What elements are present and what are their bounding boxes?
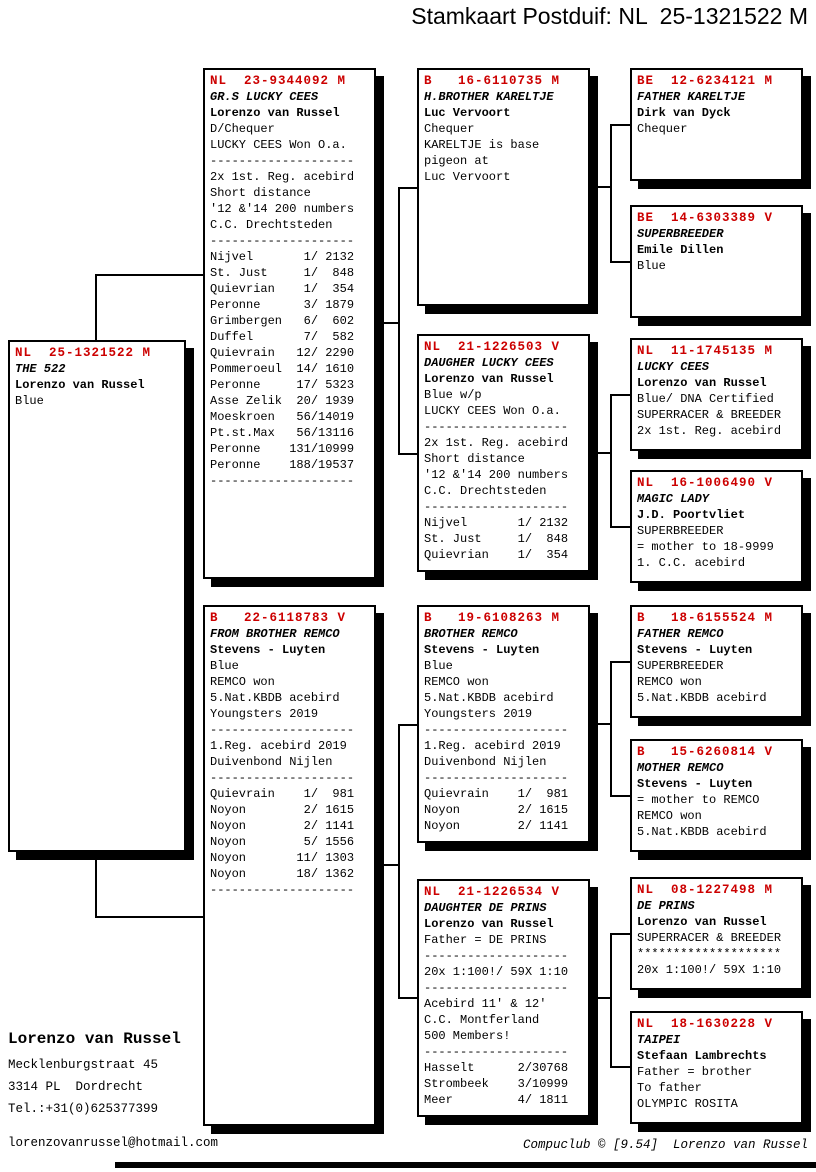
info-line: Duivenbond Nijlen (210, 755, 333, 769)
info-line: 5.Nat.KBDB acebird (637, 691, 767, 705)
info-line: Peronne 131/10999 (210, 442, 355, 456)
ring-number: B 19-6108263 M (424, 611, 561, 625)
info-line: 1. C.C. acebird (637, 556, 746, 570)
info-line: 1.Reg. acebird 2019 (210, 739, 347, 753)
info-line: C.C. Montferland (424, 1013, 540, 1027)
connector-line (610, 933, 630, 935)
info-line: Quievrain 1/ 981 (424, 787, 569, 801)
info-line: Peronne 188/19537 (210, 458, 355, 472)
info-line: Blue/ DNA Certified (637, 392, 774, 406)
separator-line: -------------------- (210, 883, 355, 897)
info-line: LUCKY CEES Won O.a. (210, 138, 347, 152)
info-line: Quievrain 12/ 2290 (210, 346, 355, 360)
connector-line (398, 724, 417, 726)
separator-line: -------------------- (424, 1045, 569, 1059)
ring-number: B 15-6260814 V (637, 745, 774, 759)
ring-number: BE 12-6234121 M (637, 74, 774, 88)
info-line: SUPERBREEDER (637, 659, 724, 673)
ring-number: BE 14-6303389 V (637, 211, 774, 225)
fancier-name: Luc Vervoort (424, 106, 511, 120)
nickname: TAIPEI (637, 1033, 681, 1047)
connector-line (590, 186, 610, 188)
info-line: Peronne 17/ 5323 (210, 378, 355, 392)
fancier-name: Emile Dillen (637, 243, 724, 257)
info-line: Duivenbond Nijlen (424, 755, 547, 769)
nickname: DAUGHTER DE PRINS (424, 901, 547, 915)
connector-line (95, 916, 205, 918)
nickname: SUPERBREEDER (637, 227, 724, 241)
separator-line: -------------------- (210, 771, 355, 785)
fancier-name: Lorenzo van Russel (637, 376, 767, 390)
fancier-name: Lorenzo van Russel (15, 378, 145, 392)
connector-line (95, 850, 97, 918)
info-line: Asse Zelik 20/ 1939 (210, 394, 355, 408)
info-line: SUPERBREEDER (637, 524, 724, 538)
info-line: Moeskroen 56/14019 (210, 410, 355, 424)
owner-city: 3314 PL Dordrecht (8, 1080, 144, 1094)
info-line: Short distance (210, 186, 311, 200)
info-line: 20x 1:100!/ 59X 1:10 (424, 965, 569, 979)
info-line: '12 &'14 200 numbers (210, 202, 355, 216)
info-line: Nijvel 1/ 2132 (210, 250, 355, 264)
pedigree-box-greatgrand-6 (630, 739, 803, 852)
info-line: To father (637, 1081, 702, 1095)
info-line: SUPERRACER & BREEDER (637, 931, 782, 945)
info-line: Duffel 7/ 582 (210, 330, 355, 344)
fancier-name: Lorenzo van Russel (637, 915, 767, 929)
pedigree-box-grandsire-paternal (417, 68, 590, 306)
info-line: = mother to REMCO (637, 793, 760, 807)
fancier-name: J.D. Poortvliet (637, 508, 746, 522)
info-line: Nijvel 1/ 2132 (424, 516, 569, 530)
info-line: Pommeroeul 14/ 1610 (210, 362, 355, 376)
info-line: REMCO won (637, 675, 702, 689)
ring-number: NL 23-9344092 M (210, 74, 347, 88)
pedigree-box-greatgrand-5 (630, 605, 803, 718)
info-line: Chequer (637, 122, 688, 136)
pedigree-box-greatgrand-4 (630, 470, 803, 583)
ring-number: NL 16-1006490 V (637, 476, 774, 490)
info-line: '12 &'14 200 numbers (424, 468, 569, 482)
info-line: Quievrian 1/ 354 (424, 548, 569, 562)
connector-line (398, 724, 400, 999)
info-line: 1.Reg. acebird 2019 (424, 739, 561, 753)
nickname: DAUGHER LUCKY CEES (424, 356, 554, 370)
nickname: FROM BROTHER REMCO (210, 627, 340, 641)
info-line: Blue (637, 259, 666, 273)
fancier-name: Stevens - Luyten (637, 777, 753, 791)
pedigree-box-subject (8, 340, 186, 852)
separator-line: -------------------- (210, 474, 355, 488)
nickname: MAGIC LADY (637, 492, 710, 506)
nickname: THE 522 (15, 362, 66, 376)
connector-line (610, 661, 612, 797)
info-line: SUPERRACER & BREEDER (637, 408, 782, 422)
info-line: Peronne 3/ 1879 (210, 298, 355, 312)
info-line: Blue w/p (424, 388, 482, 402)
connector-line (95, 274, 97, 340)
connector-line (398, 187, 400, 455)
fancier-name: Stefaan Lambrechts (637, 1049, 767, 1063)
info-line: Pt.st.Max 56/13116 (210, 426, 355, 440)
connector-line (398, 453, 417, 455)
info-line: Short distance (424, 452, 525, 466)
info-line: REMCO won (637, 809, 702, 823)
connector-line (590, 723, 610, 725)
info-line: Chequer (424, 122, 475, 136)
pedigree-box-greatgrand-3 (630, 338, 803, 451)
info-line: C.C. Drechtsteden (210, 218, 333, 232)
card-title: Stamkaart Postduif: NL 25-1321522 M (411, 3, 808, 29)
fancier-name: Stevens - Luyten (637, 643, 753, 657)
info-line: Noyon 5/ 1556 (210, 835, 355, 849)
nickname: H.BROTHER KARELTJE (424, 90, 554, 104)
nickname: FATHER REMCO (637, 627, 724, 641)
info-line: 5.Nat.KBDB acebird (210, 691, 340, 705)
page-bottom-rule (115, 1162, 816, 1168)
info-line: Noyon 18/ 1362 (210, 867, 355, 881)
connector-line (610, 394, 612, 528)
info-line: KARELTJE is base (424, 138, 540, 152)
info-line: Father = DE PRINS (424, 933, 547, 947)
connector-line (398, 187, 417, 189)
info-line: Quievrain 1/ 981 (210, 787, 355, 801)
info-line: Blue (15, 394, 44, 408)
info-line: 2x 1st. Reg. acebird (210, 170, 355, 184)
ring-number: B 22-6118783 V (210, 611, 347, 625)
info-line: 500 Members! (424, 1029, 511, 1043)
pedigree-box-greatgrand-1 (630, 68, 803, 181)
info-line: LUCKY CEES Won O.a. (424, 404, 561, 418)
info-line: Youngsters 2019 (210, 707, 319, 721)
fancier-name: Dirk van Dyck (637, 106, 731, 120)
info-line: REMCO won (424, 675, 489, 689)
separator-line: -------------------- (210, 154, 355, 168)
pedigree-box-sire (203, 68, 376, 579)
nickname: MOTHER REMCO (637, 761, 724, 775)
ring-number: NL 25-1321522 M (15, 346, 152, 360)
connector-line (610, 394, 630, 396)
info-line: 5.Nat.KBDB acebird (424, 691, 554, 705)
info-line: Blue (210, 659, 239, 673)
info-line: D/Chequer (210, 122, 275, 136)
pedigree-box-granddam-paternal (417, 334, 590, 572)
separator-line: -------------------- (210, 723, 355, 737)
nickname: BROTHER REMCO (424, 627, 518, 641)
connector-line (398, 997, 417, 999)
info-line: Hasselt 2/30768 (424, 1061, 569, 1075)
nickname: DE PRINS (637, 899, 695, 913)
connector-line (95, 274, 205, 276)
connector-line (610, 933, 612, 1068)
nickname: FATHER KARELTJE (637, 90, 746, 104)
pedigree-box-greatgrand-7 (630, 877, 803, 990)
info-line: Acebird 11' & 12' (424, 997, 547, 1011)
owner-street: Mecklenburgstraat 45 (8, 1058, 159, 1072)
connector-line (610, 261, 630, 263)
ring-number: NL 08-1227498 M (637, 883, 774, 897)
connector-line (590, 997, 610, 999)
info-line: 2x 1st. Reg. acebird (424, 436, 569, 450)
separator-line: -------------------- (424, 949, 569, 963)
fancier-name: Stevens - Luyten (210, 643, 326, 657)
info-line: St. Just 1/ 848 (424, 532, 569, 546)
pedigree-box-grandsire-maternal (417, 605, 590, 843)
info-line: REMCO won (210, 675, 275, 689)
info-line: 2x 1st. Reg. acebird (637, 424, 782, 438)
connector-line (610, 526, 630, 528)
info-line: Blue (424, 659, 453, 673)
info-line: Luc Vervoort (424, 170, 511, 184)
software-credit: Compuclub © [9.54] Lorenzo van Russel (522, 1138, 808, 1152)
info-line: Meer 4/ 1811 (424, 1093, 569, 1107)
info-line: Noyon 2/ 1141 (424, 819, 569, 833)
separator-line: -------------------- (424, 420, 569, 434)
ring-number: NL 21-1226534 V (424, 885, 561, 899)
info-line: Noyon 2/ 1615 (210, 803, 355, 817)
info-line: Quievrian 1/ 354 (210, 282, 355, 296)
pedigree-box-greatgrand-2 (630, 205, 803, 318)
connector-line (610, 124, 612, 263)
connector-line (376, 322, 398, 324)
ring-number: B 16-6110735 M (424, 74, 561, 88)
info-line: Father = brother (637, 1065, 753, 1079)
info-line: 5.Nat.KBDB acebird (637, 825, 767, 839)
info-line: C.C. Drechtsteden (424, 484, 547, 498)
connector-line (610, 661, 630, 663)
owner-phone: Tel.:+31(0)625377399 (8, 1102, 159, 1116)
separator-line: -------------------- (424, 981, 569, 995)
ring-number: NL 18-1630228 V (637, 1017, 774, 1031)
separator-line: -------------------- (424, 500, 569, 514)
info-line: Noyon 11/ 1303 (210, 851, 355, 865)
ring-number: B 18-6155524 M (637, 611, 774, 625)
info-line: ******************** (637, 947, 782, 961)
fancier-name: Lorenzo van Russel (424, 917, 554, 931)
info-line: OLYMPIC ROSITA (637, 1097, 738, 1111)
connector-line (590, 452, 610, 454)
pedigree-box-dam (203, 605, 376, 1126)
info-line: Youngsters 2019 (424, 707, 533, 721)
ring-number: NL 21-1226503 V (424, 340, 561, 354)
separator-line: -------------------- (210, 234, 355, 248)
info-line: St. Just 1/ 848 (210, 266, 355, 280)
nickname: LUCKY CEES (637, 360, 710, 374)
info-line: Strombeek 3/10999 (424, 1077, 569, 1091)
nickname: GR.S LUCKY CEES (210, 90, 319, 104)
separator-line: -------------------- (424, 723, 569, 737)
owner-email: lorenzovanrussel@hotmail.com (8, 1136, 219, 1150)
info-line: Noyon 2/ 1615 (424, 803, 569, 817)
connector-line (610, 1066, 630, 1068)
fancier-name: Lorenzo van Russel (424, 372, 554, 386)
connector-line (376, 864, 398, 866)
connector-line (610, 795, 630, 797)
info-line: 20x 1:100!/ 59X 1:10 (637, 963, 782, 977)
info-line: Grimbergen 6/ 602 (210, 314, 355, 328)
pedigree-box-granddam-maternal (417, 879, 590, 1117)
info-line: Noyon 2/ 1141 (210, 819, 355, 833)
owner-name: Lorenzo van Russel (8, 1030, 181, 1048)
pedigree-box-greatgrand-8 (630, 1011, 803, 1124)
connector-line (610, 124, 630, 126)
fancier-name: Lorenzo van Russel (210, 106, 340, 120)
fancier-name: Stevens - Luyten (424, 643, 540, 657)
separator-line: -------------------- (424, 771, 569, 785)
info-line: pigeon at (424, 154, 489, 168)
info-line: = mother to 18-9999 (637, 540, 774, 554)
ring-number: NL 11-1745135 M (637, 344, 774, 358)
